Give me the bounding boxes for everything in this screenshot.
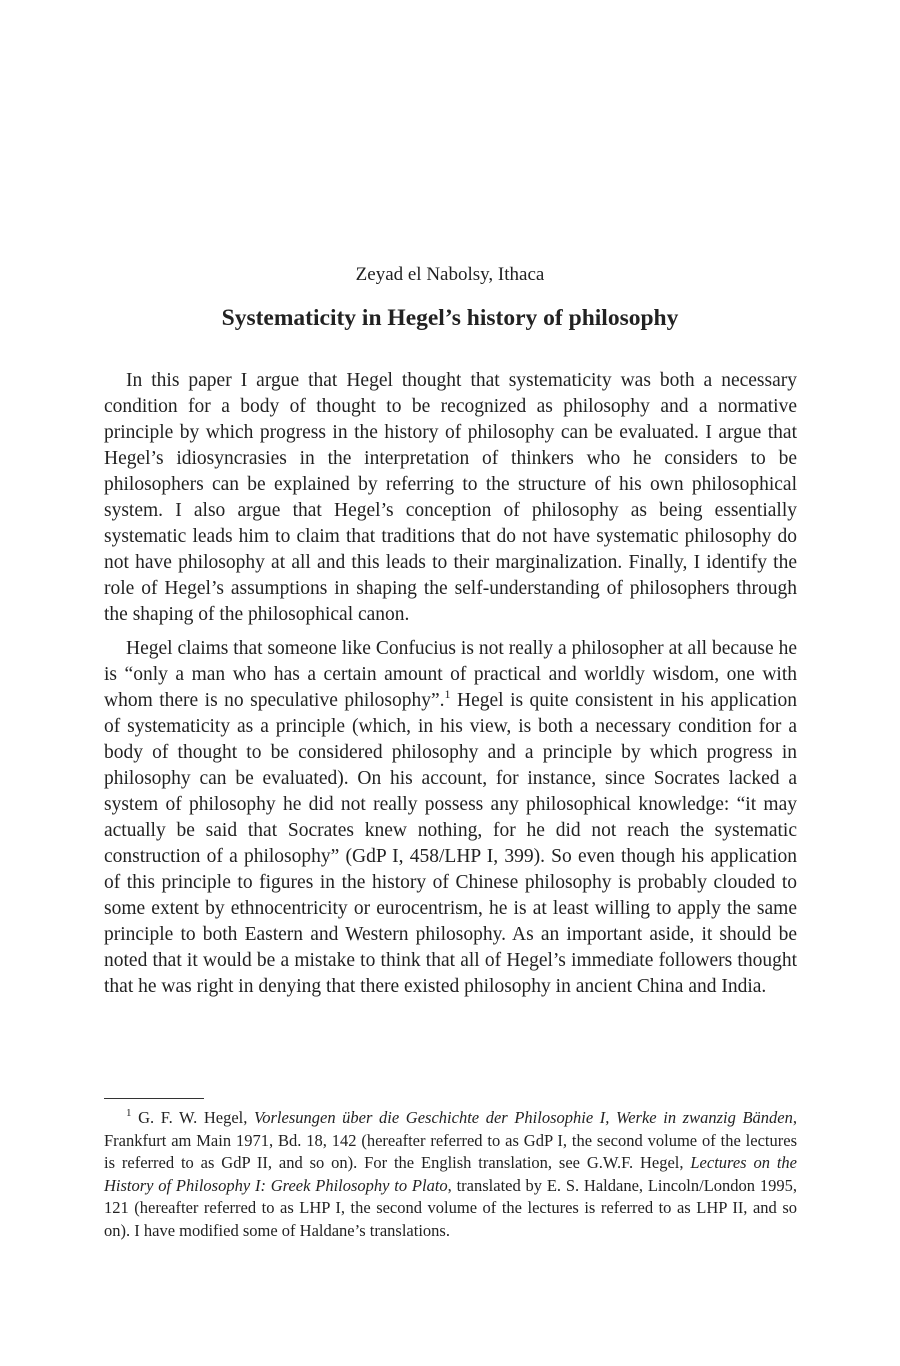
footnote-work-title-english: Lectures on the History of Philosophy I: Greek Philosophy to Plato [104, 1153, 798, 1195]
footnote [104, 1107, 797, 1242]
author-line: Zeyad el Nabolsy, Ithaca [355, 264, 545, 285]
footnote-text [104, 1107, 797, 1242]
paper-title: Systematicity in Hegel’s history of philosophy [221, 305, 679, 331]
footnote-number: 1 [126, 1106, 132, 1119]
footnote-work-title-german: Vorlesungen über die Geschichte der Philosophie I, Werke in zwanzig Bänden [254, 1108, 793, 1127]
body-paragraph [104, 636, 797, 1000]
footnote-middle: , Frankfurt am Main 1971, Bd. 18, 142 (hereafter referred to as GdP I, the second volume of the lectures is referred to as GdP II, and so on). For the English translation, see G.W.F. Hegel, [104, 1108, 797, 1172]
footnote-reference[interactable]: 1 [444, 686, 451, 701]
footnote-lead: G. F. W. Hegel, [131, 1108, 254, 1127]
footnote-divider [104, 1098, 204, 1099]
paragraph-text: Hegel claims that someone like Confucius is not really a philosopher at all because he is “only a man who has a certain amount of practical and worldly wisdom, one with whom there is no speculative philosophy”. [104, 638, 797, 711]
paragraph-text-continued: Hegel is quite consistent in his application of systematicity as a principle (which, in his view, is both a necessary condition for a body of thought to be considered philosophy and a principle by which progress in philosophy can be evaluated). On his account, for instance, since Socrates lacked a system of philosophy he did not really possess any philosophical knowledge: “it may actually be said that Socrates knew nothing, for he did not reach the systematic construction of a philosophy” (GdP I, 458/LHP I, 399). So even though his application of this principle to figures in the history of Chinese philosophy is probably clouded to some extent by ethnocentricity or eurocentrism, he is at least willing to apply the same principle to both Eastern and Western philosophy. As an important aside, it should be noted that it would be a mistake to think that all of Hegel’s immediate followers thought that he was right in denying that there existed philosophy in ancient China and India. [104, 690, 797, 997]
main-text [104, 368, 797, 1000]
footnote-tail: , translated by E. S. Haldane, Lincoln/London 1995, 121 (hereafter referred to as LHP I, the second volume of the lectures is referred to as LHP II, and so on). I have modified some of Haldane’s translations. [104, 1175, 797, 1240]
abstract-paragraph: In this paper I argue that Hegel thought that systematicity was both a necessary condition for a body of thought to be recognized as philosophy and a normative principle by which progress in the history of philosophy can be evaluated. I argue that Hegel’s idiosyncrasies in the interpretation of thinkers who he considers to be philosophers can be explained by referring to the structure of his own philosophical system. I also argue that Hegel’s conception of philosophy as being essentially systematic leads him to claim that traditions that do not have systematic philosophy do not have philosophy at all and this leads to their marginalization. Finally, I identify the role of Hegel’s assumptions in shaping the self-understanding of philosophers through the shaping of the philosophical canon. [104, 370, 797, 625]
